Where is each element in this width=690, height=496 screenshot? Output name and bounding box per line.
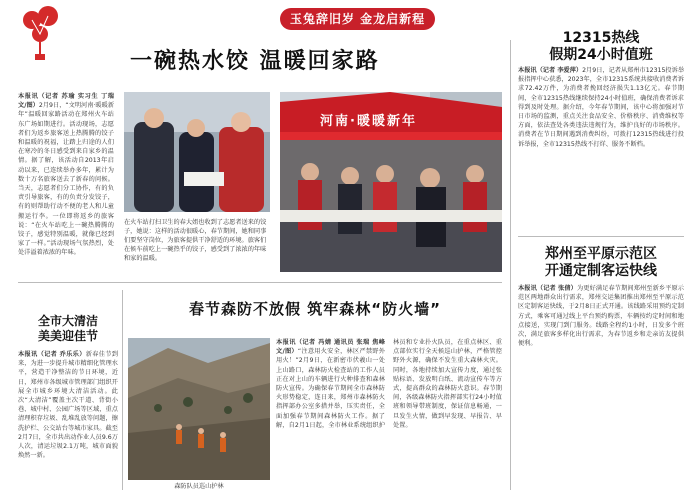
right-section-divider bbox=[518, 236, 684, 237]
volunteer-photo-illustration bbox=[124, 92, 270, 212]
main-story-byline: 本报讯（记者 苏瑜 实习生 丁瑞 文/图） bbox=[18, 93, 114, 110]
cleanup-headline bbox=[18, 314, 118, 344]
forest-photo-illustration bbox=[128, 338, 270, 480]
forest-headline: 春节森防不放假 筑牢森林“防火墙” bbox=[189, 300, 441, 318]
volunteer-photo bbox=[124, 92, 270, 212]
event-photo bbox=[280, 92, 502, 272]
hotline-story-body bbox=[518, 66, 684, 232]
cleanup-story-body bbox=[18, 350, 118, 490]
bus-line-headline-line2: 开通定制客运快线 bbox=[545, 263, 657, 279]
main-story-text: 2月9日，“文明河南·暖暖新年”温暖回家路活动在郑州火车站东广场如期进行。活动现场，志愿者们为返乡旅客送上热腾腾的饺子和温暖的祝福，让踏上归途的人们在寒冷的冬日感受到来自家乡的温情。据了解，该活动自2013年启动以来，已连续举办多年，累计为数十万名旅客送去了新春的问候。当天，志愿者们分工协作，有的负责引导旅客，有的负责分发饺子，有的则帮助行动不便的老人和儿童搬运行李。一位即将返乡的旅客说：“在火车站吃上一碗热腾腾的饺子，感觉特别温暖，就像已经到家了一样。”活动现场气氛热烈，处处洋溢着浓浓的年味。 bbox=[18, 102, 114, 257]
hotline-story-byline: 本报讯（记者 李爱萍） bbox=[518, 67, 583, 74]
banner-slogan: 玉兔辞旧岁 金龙启新程 bbox=[280, 8, 435, 30]
cleanup-headline-line1: 全市大清洁 bbox=[37, 314, 98, 328]
hotline-headline-line2: 假期24小时值班 bbox=[549, 47, 653, 63]
mid-section-divider bbox=[18, 282, 502, 283]
forest-photo bbox=[128, 338, 270, 480]
cleanup-headline-line2: 美美迎佳节 bbox=[37, 329, 98, 343]
bus-line-story-body bbox=[518, 284, 684, 488]
bus-line-story-byline: 本报讯（记者 张倩） bbox=[518, 285, 577, 292]
forest-story-body bbox=[276, 338, 502, 490]
main-headline: 一碗热水饺 温暖回家路 bbox=[130, 49, 380, 74]
forest-story-byline: 本报讯（记者 冯婧 通讯员 张瑞 焦峰 文/图） bbox=[276, 339, 385, 356]
bus-line-headline-line1: 郑州至平原示范区 bbox=[545, 246, 657, 262]
bus-line-headline bbox=[518, 246, 684, 280]
hotline-headline bbox=[518, 30, 684, 64]
main-story-caption: 在火车站打扫卫生的春大姐也收到了志愿者送来的饺子，她说：这样的活动很暖心，春节期间，她和同事们要坚守岗位，为旅客提供干净舒适的环境。旅客们在候车前吃上一碗热乎的饺子，感受到了浓浓的年味和家的温暖。 bbox=[124, 219, 267, 262]
main-story-body bbox=[18, 92, 114, 270]
bottom-column-divider bbox=[122, 290, 123, 490]
chinese-knot-icon bbox=[18, 4, 66, 62]
forest-photo-caption: 森防队员巡山护林 bbox=[174, 483, 224, 490]
hotline-headline-line1: 12315热线 bbox=[562, 30, 640, 46]
column-divider bbox=[510, 40, 511, 490]
hotline-story-text: 2月9日，记者从郑州市12315投诉举报指挥中心获悉，2023年，全市12315系统共接收消费者诉求72.42万件，为消费者挽回经济损失1.13亿元。春节期间，全市12315热线继续保持24小时值班，确保消费者诉求得到及时处理。据介绍，今年春节期间，该中心将加强对节日市场的监测，重点关注食品安全、价格秩序、消费维权等方面，依法查处各类违法违规行为，维护良好的市场秩序。消费者在节日期间遇到消费纠纷，可拨打12315热线进行投诉举报，全市12315热线不打烊、服务不断档。 bbox=[518, 67, 684, 148]
cleanup-story-byline: 本报讯（记者 乔乐乐） bbox=[18, 351, 86, 358]
bus-line-story-text: 为更好满足春节期间郑州至新乡平原示范区两地群众出行需求，郑州交运集团推出郑州至平原示范区定制客运快线，于2月8日正式开通。该线路采用预约定制方式，乘客可通过线上平台预约购票，车辆按约定时间和地点接送，实现门到门服务。线路全程约1小时，日发多个班次，满足旅客多样化出行需求，为春节返乡和走亲访友提供便利。 bbox=[518, 285, 684, 348]
cleanup-story-text: 新春佳节到来，为进一步提升城市精细化管理水平，营造干净整洁的节日环境，近日，郑州市各级城市管理部门组织开展全市城乡环境大清洁活动。此次“大清洁”覆盖主次干道、背街小巷、城中村、公园广场等区域，重点清理积存垃圾、乱堆乱放等问题，擦洗护栏、公交站台等城市家具。截至2月7日，全市共出动作业人员9.6万人次，清运垃圾2.1万吨，城市面貌焕然一新。 bbox=[18, 351, 118, 460]
tent-banner-text: 河南·暖暖新年 bbox=[320, 114, 417, 129]
forest-story-text: “注意用火安全，林区严禁野外用火！”2月9日，在新密市伏羲山一处上山路口，森林防火检查站的工作人员正在对上山的车辆进行火种排查和森林防火宣传。为确保春节期间全市森林防火形势稳定，连日来，郑州市森林防火指挥部办公室多措并举，压实责任，全面加强春节期间森林防火工作。据了解，自2月1日起，全市林业系统组织护林员和专业扑火队员，在重点林区、重点部位实行全天候巡山护林，严格管控野外火源，确保不发生重大森林火灾。同时，各地持续加大宣传力度，通过张贴标语、发放明白纸、流动宣传车等方式，提高群众的森林防火意识。春节期间，各级森林防火指挥部实行24小时值班和领导带班制度，保证信息畅通，一旦发生火情，做到早发现、早报告、早处置。 bbox=[276, 339, 502, 429]
